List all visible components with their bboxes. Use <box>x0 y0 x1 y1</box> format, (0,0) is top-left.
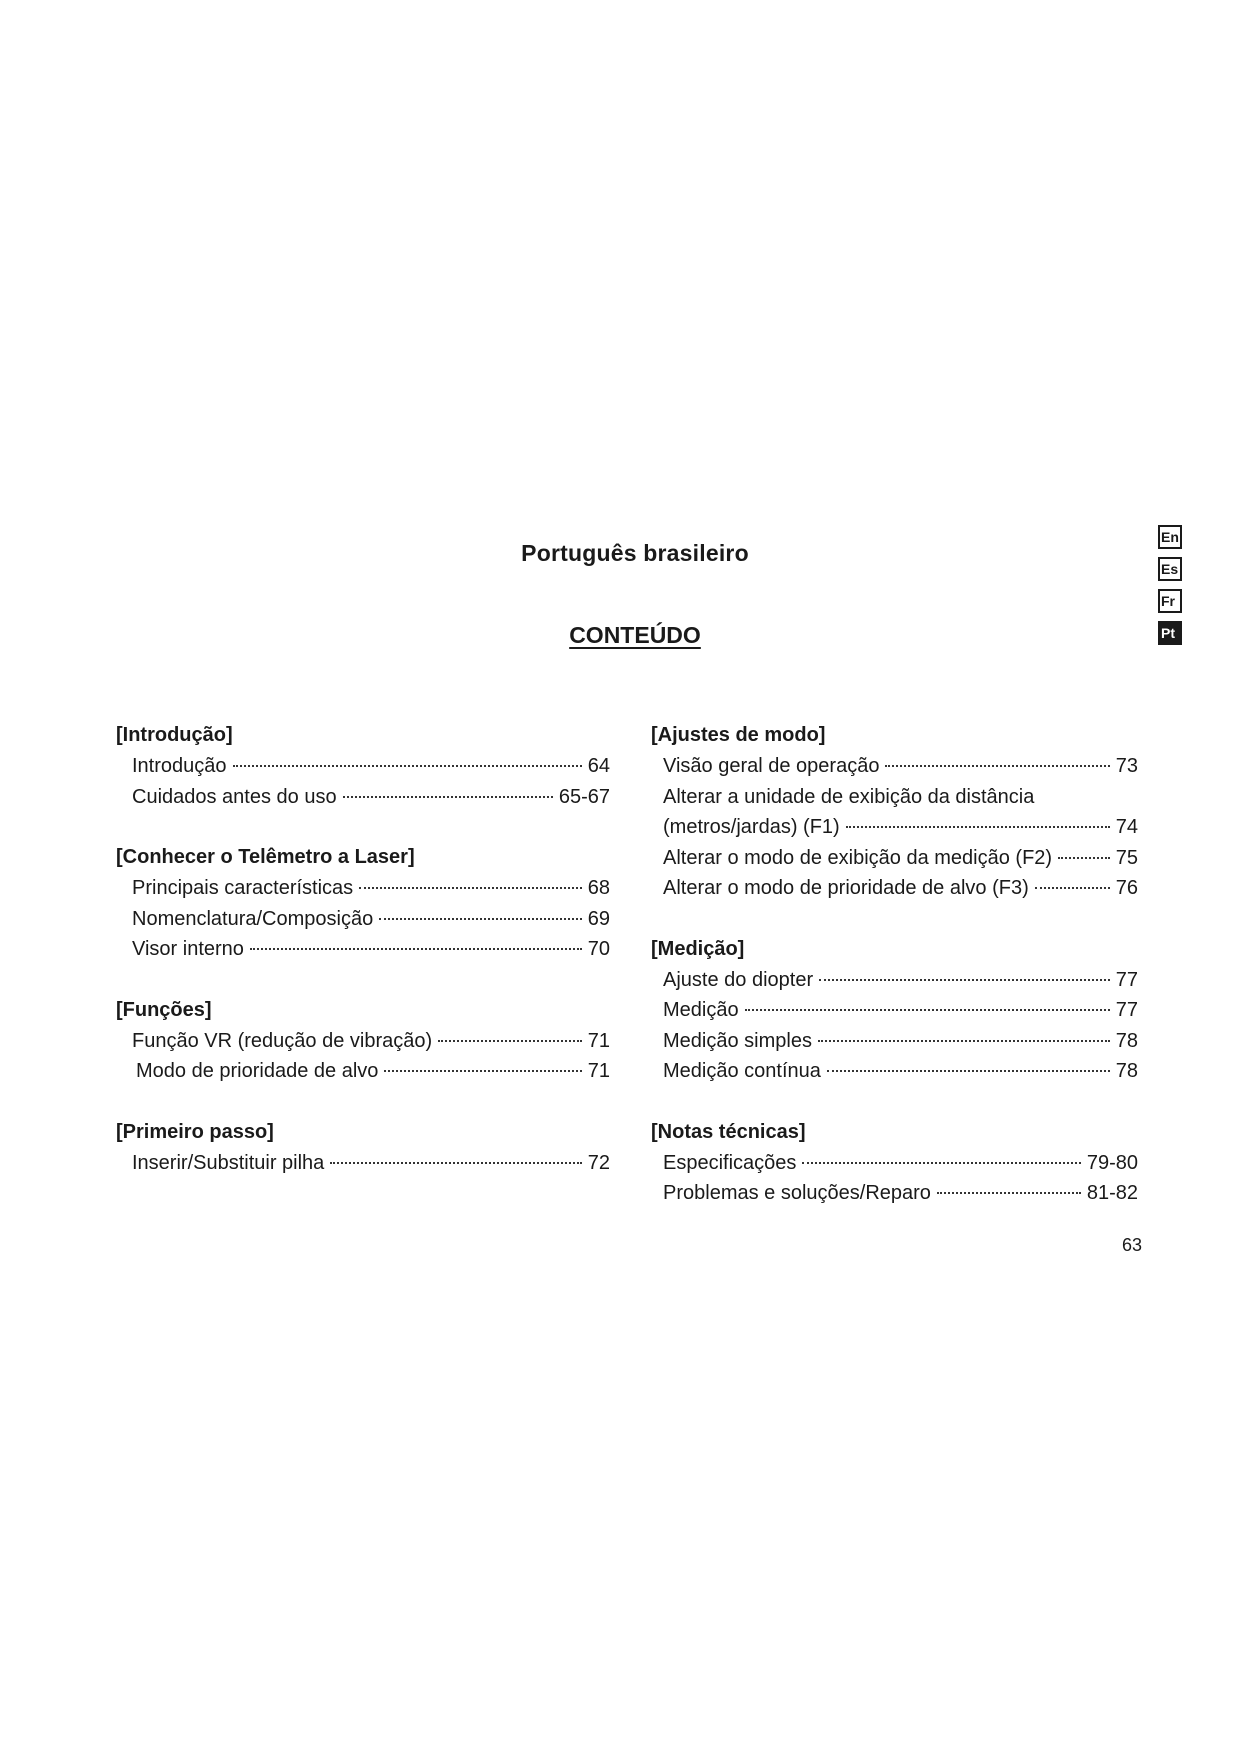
section-title: [Notas técnicas] <box>651 1120 806 1143</box>
entry-label: Introdução <box>132 755 227 777</box>
entry-page: 77 <box>1115 968 1138 991</box>
toc-section-primeiro-passo <box>116 1117 610 1179</box>
toc-section-funcoes <box>116 995 610 1087</box>
section-title: [Introdução] <box>116 724 233 746</box>
toc-section-ajustes <box>651 720 1138 904</box>
page-title: Português brasileiro <box>521 540 749 566</box>
dot-leader <box>802 1162 1080 1164</box>
dot-leader <box>1058 857 1110 859</box>
entry-page: 74 <box>1115 816 1138 838</box>
toc-right-column <box>651 720 1138 1239</box>
dot-leader <box>379 918 582 920</box>
entry-page: 71 <box>587 1029 610 1052</box>
entry-label: Alterar a unidade de exibição da distância <box>663 785 1035 808</box>
entry-page: 78 <box>1115 1060 1138 1082</box>
entry-label: Alterar o modo de prioridade de alvo (F3) <box>663 877 1029 899</box>
toc-section-notas <box>651 1117 1138 1209</box>
entry-page: 70 <box>587 938 610 960</box>
section-title: [Primeiro passo] <box>116 1120 274 1143</box>
dot-leader <box>1035 887 1110 889</box>
dot-leader <box>343 796 553 798</box>
entry-page: 64 <box>587 755 610 777</box>
toc-entry[interactable] <box>651 1178 1138 1209</box>
entry-page: 72 <box>587 1151 610 1174</box>
entry-label: Modo de prioridade de alvo <box>136 1060 379 1082</box>
toc-entry[interactable] <box>651 751 1138 782</box>
dot-leader <box>745 1009 1110 1011</box>
dot-leader <box>330 1162 581 1164</box>
entry-label: Medição simples <box>663 1029 812 1052</box>
toc-entry[interactable] <box>116 904 610 935</box>
dot-leader <box>438 1040 582 1042</box>
dot-leader <box>937 1192 1081 1194</box>
dot-leader <box>827 1070 1110 1072</box>
entry-label: Medição contínua <box>663 1060 821 1082</box>
entry-label: Ajuste do diopter <box>663 968 814 991</box>
lang-tab-en[interactable]: En <box>1158 525 1182 549</box>
toc-entry[interactable] <box>651 965 1138 996</box>
entry-page: 71 <box>587 1060 610 1082</box>
dot-leader <box>250 948 582 950</box>
entry-label: Especificações <box>663 1151 797 1174</box>
entry-label-continuation: (metros/jardas) (F1) <box>663 816 840 838</box>
toc-entry-line2[interactable] <box>651 812 1138 843</box>
entry-page: 75 <box>1115 846 1138 869</box>
entry-label: Visor interno <box>132 938 244 960</box>
toc-entry[interactable] <box>116 1056 610 1087</box>
entry-page: 69 <box>587 907 610 930</box>
lang-tab-pt[interactable]: Pt <box>1158 621 1182 645</box>
entry-page: 78 <box>1115 1029 1138 1052</box>
entry-page: 68 <box>587 877 610 899</box>
section-title: [Ajustes de modo] <box>651 724 826 746</box>
entry-label: Principais características <box>132 877 354 899</box>
toc-entry[interactable] <box>116 1026 610 1057</box>
entry-label: Cuidados antes do uso <box>132 785 337 808</box>
toc-entry[interactable] <box>116 873 610 904</box>
toc-entry[interactable] <box>651 1026 1138 1057</box>
toc-entry-line1[interactable] <box>651 782 1138 813</box>
dot-leader <box>819 979 1110 981</box>
entry-page: 76 <box>1115 877 1138 899</box>
language-tabs <box>1158 525 1182 645</box>
toc-entry[interactable] <box>651 1056 1138 1087</box>
contents-heading: CONTEÚDO <box>569 622 701 648</box>
entry-label: Medição <box>663 999 739 1021</box>
toc-section-medicao <box>651 934 1138 1087</box>
dot-leader <box>384 1070 581 1072</box>
entry-page: 79-80 <box>1086 1151 1138 1174</box>
toc-left-column <box>116 720 610 1208</box>
dot-leader <box>233 765 582 767</box>
lang-tab-es[interactable]: Es <box>1158 557 1182 581</box>
entry-page: 77 <box>1115 999 1138 1021</box>
lang-tab-fr[interactable]: Fr <box>1158 589 1182 613</box>
toc-entry[interactable] <box>651 1148 1138 1179</box>
toc-entry[interactable] <box>651 995 1138 1026</box>
entry-page: 65-67 <box>558 785 610 808</box>
entry-label: Visão geral de operação <box>663 755 880 777</box>
toc-entry[interactable] <box>116 782 610 813</box>
dot-leader <box>846 826 1110 828</box>
entry-label: Função VR (redução de vibração) <box>132 1029 433 1052</box>
entry-label: Problemas e soluções/Reparo <box>663 1182 931 1204</box>
entry-label: Alterar o modo de exibição da medição (F2) <box>663 846 1053 869</box>
entry-label: Inserir/Substituir pilha <box>132 1151 325 1174</box>
toc-section-introducao <box>116 720 610 812</box>
entry-label: Nomenclatura/Composição <box>132 907 374 930</box>
dot-leader <box>359 887 582 889</box>
toc-section-conhecer <box>116 842 610 965</box>
section-title: [Medição] <box>651 937 745 960</box>
section-title: [Funções] <box>116 998 212 1021</box>
entry-page: 73 <box>1115 755 1138 777</box>
entry-page: 81-82 <box>1086 1182 1138 1204</box>
toc-entry[interactable] <box>116 934 610 965</box>
toc-entry[interactable] <box>651 843 1138 874</box>
dot-leader <box>818 1040 1110 1042</box>
toc-entry[interactable] <box>651 873 1138 904</box>
page-number: 63 <box>1122 1235 1143 1255</box>
toc-entry[interactable] <box>116 751 610 782</box>
dot-leader <box>885 765 1109 767</box>
section-title: [Conhecer o Telêmetro a Laser] <box>116 846 415 868</box>
toc-entry[interactable] <box>116 1148 610 1179</box>
